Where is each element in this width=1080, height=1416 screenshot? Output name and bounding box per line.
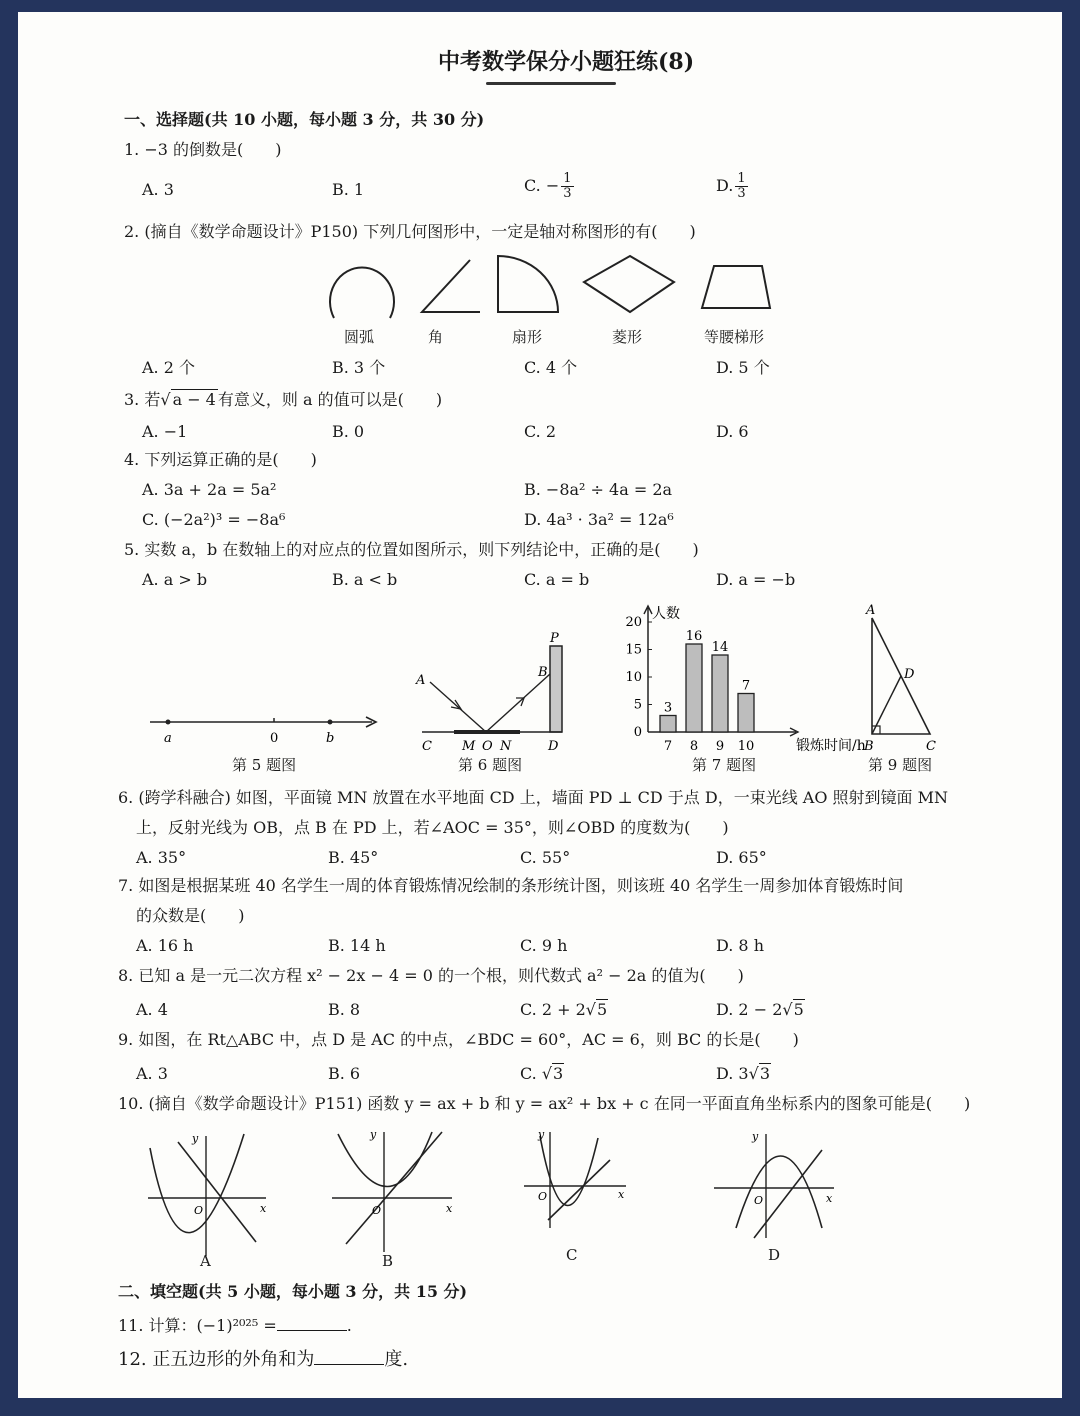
figure-9-caption: 第 9 题图 <box>868 756 933 774</box>
axis-x-label: x <box>446 1202 453 1215</box>
question-4-stem: 4. 下列运算正确的是( ) <box>124 450 317 469</box>
wall-pd <box>550 646 562 732</box>
q10-graph-d <box>712 1124 840 1244</box>
radical: a − 4 <box>172 390 216 409</box>
radical: 3 <box>553 1064 564 1083</box>
q3-stem-pre: 3. 若 <box>124 390 161 409</box>
question-6-line-2: 上，反射光线为 OB，点 B 在 PD 上，若∠AOC = 35°，则∠OBD 的度数为( ) <box>136 818 729 837</box>
label-N: N <box>500 739 512 754</box>
q10-graph-c <box>522 1124 632 1234</box>
answer-blank[interactable] <box>314 1348 384 1365</box>
q3-option-b: B. 0 <box>332 422 365 441</box>
bar <box>712 655 728 732</box>
question-7-line-1: 7. 如图是根据某班 40 名学生一周的体育锻炼情况绘制的条形统计图，则该班 40 名学生一周参加体育锻炼时间 <box>118 876 904 895</box>
q2-option-d: D. 5 个 <box>716 358 770 377</box>
question-11 <box>118 1314 352 1336</box>
question-12 <box>118 1348 408 1370</box>
q5-option-b: B. a < b <box>332 570 398 589</box>
origin-label: O <box>754 1194 764 1207</box>
shape-label-arc: 圆弧 <box>344 328 375 346</box>
fraction <box>735 172 747 201</box>
q3-option-d: D. 6 <box>716 422 749 441</box>
y-axis-label: 人数 <box>652 606 680 622</box>
fraction-numerator: 1 <box>737 171 746 186</box>
exam-paper <box>18 12 1062 1398</box>
figure-9-triangle <box>858 598 942 754</box>
isosceles-trapezoid-shape <box>702 266 770 308</box>
q4-option-a: A. 3a + 2a = 5a² <box>142 480 277 499</box>
label-O: O <box>482 739 493 754</box>
label-A: A <box>866 603 876 618</box>
section-heading-choice: 一、选择题(共 10 小题，每小题 3 分，共 30 分) <box>124 110 485 129</box>
axis-y-label: y <box>192 1132 199 1145</box>
question-3-stem: 3. 若√ a − 4 有意义，则 a 的值可以是( ) <box>124 390 443 409</box>
q7-option-d: D. 8 h <box>716 936 764 955</box>
radical: 3 <box>759 1064 770 1083</box>
fraction-denominator: 3 <box>563 186 572 201</box>
q6-option-b: B. 45° <box>328 848 379 867</box>
q4-option-b: B. −8a² ÷ 4a = 2a <box>524 480 673 499</box>
axis-y-label: y <box>370 1128 377 1141</box>
page-title: 中考数学保分小题狂练(8) <box>438 49 695 75</box>
section-heading-fill-blank: 二、填空题(共 5 小题，每小题 3 分，共 15 分) <box>118 1282 468 1301</box>
label-C: C <box>422 739 432 754</box>
q9-option-d: D. 3√3 <box>716 1064 770 1083</box>
answer-blank[interactable] <box>277 1314 347 1331</box>
fraction-denominator: 3 <box>737 186 746 201</box>
label-D: D <box>904 667 915 682</box>
q1-option-d <box>716 172 748 201</box>
q2-option-a: A. 2 个 <box>142 358 195 377</box>
q8-option-a: A. 4 <box>136 1000 168 1019</box>
question-5-stem: 5. 实数 a，b 在数轴上的对应点的位置如图所示，则下列结论中，正确的是( ) <box>124 540 699 559</box>
question-6-line-1: 6. (跨学科融合) 如图，平面镜 MN 放置在水平地面 CD 上，墙面 PD ⊥ CD 于点 D，一束光线 AO 照射到镜面 MN <box>118 788 949 807</box>
axis-y-label: y <box>538 1128 545 1141</box>
q8-option-d: D. 2 − 2√5 <box>716 1000 804 1019</box>
x-tick-label: 10 <box>737 739 755 754</box>
x-tick-label: 7 <box>663 739 673 754</box>
axis-y-label: y <box>752 1130 759 1143</box>
origin-label: O <box>538 1190 548 1203</box>
q5-option-c: C. a = b <box>524 570 590 589</box>
angle-shape <box>422 260 480 312</box>
q9-option-c-label: C. <box>520 1064 537 1083</box>
q3-option-a: A. −1 <box>142 422 188 441</box>
label-A: A <box>416 673 426 688</box>
q10-graph-b <box>328 1120 458 1260</box>
bar-value-label: 7 <box>741 678 751 694</box>
shape-label-angle: 角 <box>428 328 444 346</box>
title-underline <box>486 82 616 85</box>
bar <box>660 716 676 733</box>
question-8-stem: 8. 已知 a 是一元二次方程 x² − 2x − 4 = 0 的一个根，则代数式 a² − 2a 的值为( ) <box>118 966 744 985</box>
y-tick-label: 5 <box>633 697 642 713</box>
question-10-stem: 10. (摘自《数学命题设计》P151) 函数 y = ax + b 和 y = ax² + bx + c 在同一平面直角坐标系内的图象可能是( ) <box>118 1094 971 1113</box>
radical: 5 <box>793 1000 804 1019</box>
point-b <box>328 720 333 725</box>
figure-5-caption: 第 5 题图 <box>232 756 297 774</box>
q9-option-c: C. √3 <box>520 1064 564 1083</box>
q8-option-d-label: D. 2 − 2 <box>716 1000 783 1019</box>
shape-label-trapezoid: 等腰梯形 <box>704 328 765 346</box>
ray-ob <box>486 674 550 732</box>
q10-option-d-label: D <box>768 1246 781 1264</box>
bar <box>686 644 702 732</box>
x-tick-label: 8 <box>689 739 699 754</box>
x-axis-label: 锻炼时间/h <box>796 738 866 754</box>
q9-option-d-label: D. 3 <box>716 1064 749 1083</box>
q7-option-b: B. 14 h <box>328 936 386 955</box>
label-P: P <box>550 631 559 646</box>
q1-option-a: A. 3 <box>142 180 174 199</box>
figure-6-caption: 第 6 题图 <box>458 756 523 774</box>
label-a: a <box>164 731 172 746</box>
fraction-numerator: 1 <box>563 171 572 186</box>
q2-option-c: C. 4 个 <box>524 358 578 377</box>
label-M: M <box>462 739 476 754</box>
axis-x-label: x <box>618 1188 625 1201</box>
shape-label-sector: 扇形 <box>512 328 543 346</box>
question-1-stem: 1. −3 的倒数是( ) <box>124 140 282 159</box>
question-7-line-2: 的众数是( ) <box>136 906 245 925</box>
q12-text: 12. 正五边形的外角和为 <box>118 1349 315 1370</box>
y-tick-label: 10 <box>625 670 642 685</box>
q5-option-a: A. a > b <box>142 570 208 589</box>
q4-option-c: C. (−2a²)³ = −8a⁶ <box>142 510 286 529</box>
figure-7-caption: 第 7 题图 <box>692 756 757 774</box>
q1-option-c <box>524 172 574 201</box>
x-tick-label: 9 <box>715 739 725 754</box>
fraction <box>561 172 573 201</box>
q1-option-c-label: C. − <box>524 176 560 195</box>
label-zero: 0 <box>270 731 279 746</box>
label-B: B <box>538 665 548 680</box>
q6-option-a: A. 35° <box>136 848 187 867</box>
q6-option-d: D. 65° <box>716 848 767 867</box>
question-2-stem: 2. (摘自《数学命题设计》P150) 下列几何图形中，一定是轴对称图形的有( ) <box>124 222 696 241</box>
radical: 5 <box>596 1000 608 1019</box>
label-B: B <box>864 739 874 754</box>
ray-ao <box>430 682 486 732</box>
q9-option-a: A. 3 <box>136 1064 168 1083</box>
q11-text: 11. 计算：(−1)²⁰²⁵ = <box>118 1316 277 1335</box>
q8-option-c-label: C. 2 + 2 <box>520 1000 586 1019</box>
y-tick-label: 0 <box>633 725 642 740</box>
figure-5-number-line <box>144 702 384 752</box>
axis-x-label: x <box>826 1192 833 1205</box>
label-D: D <box>548 739 559 754</box>
q4-option-d: D. 4a³ · 3a² = 12a⁶ <box>524 510 674 529</box>
figure-7-bar-chart <box>610 596 866 754</box>
q10-option-c-label: C <box>566 1246 578 1264</box>
y-tick-label: 15 <box>625 642 642 658</box>
bar-value-label: 14 <box>711 640 729 655</box>
origin-label: O <box>194 1204 204 1217</box>
q12-end: 度. <box>384 1349 409 1370</box>
bar <box>738 694 754 733</box>
q8-option-c: C. 2 + 2√5 <box>520 1000 608 1019</box>
q9-option-b: B. 6 <box>328 1064 361 1083</box>
bar-value-label: 3 <box>663 700 673 716</box>
q10-option-a-label: A <box>200 1252 211 1270</box>
y-tick-label: 20 <box>625 615 642 630</box>
q5-option-d: D. a = −b <box>716 570 796 589</box>
q6-option-c: C. 55° <box>520 848 571 867</box>
q8-option-b: B. 8 <box>328 1000 361 1019</box>
q3-option-c: C. 2 <box>524 422 557 441</box>
shape-label-rhombus: 菱形 <box>612 328 643 346</box>
sector-shape <box>498 256 558 312</box>
q2-option-b: B. 3 个 <box>332 358 386 377</box>
label-b: b <box>326 731 335 746</box>
segment-bd <box>872 676 901 734</box>
arc-shape <box>330 268 394 318</box>
origin-label: O <box>372 1204 382 1217</box>
q11-end: . <box>346 1316 352 1335</box>
q10-graph-a <box>144 1124 272 1264</box>
q1-option-b: B. 1 <box>332 180 365 199</box>
rhombus-shape <box>584 256 674 312</box>
q1-option-d-label: D. <box>716 176 734 195</box>
axis-x-label: x <box>260 1202 267 1215</box>
q10-option-b-label: B <box>382 1252 394 1270</box>
question-9-stem: 9. 如图，在 Rt△ABC 中，点 D 是 AC 的中点，∠BDC = 60°，AC = 6，则 BC 的长是( ) <box>118 1030 799 1049</box>
q7-option-c: C. 9 h <box>520 936 568 955</box>
q7-option-a: A. 16 h <box>136 936 194 955</box>
q3-stem-post: 有意义，则 a 的值可以是( ) <box>217 390 443 409</box>
point-a <box>166 720 171 725</box>
label-C: C <box>926 739 936 754</box>
bar-value-label: 16 <box>685 629 703 644</box>
figure-6-mirror <box>406 626 576 754</box>
